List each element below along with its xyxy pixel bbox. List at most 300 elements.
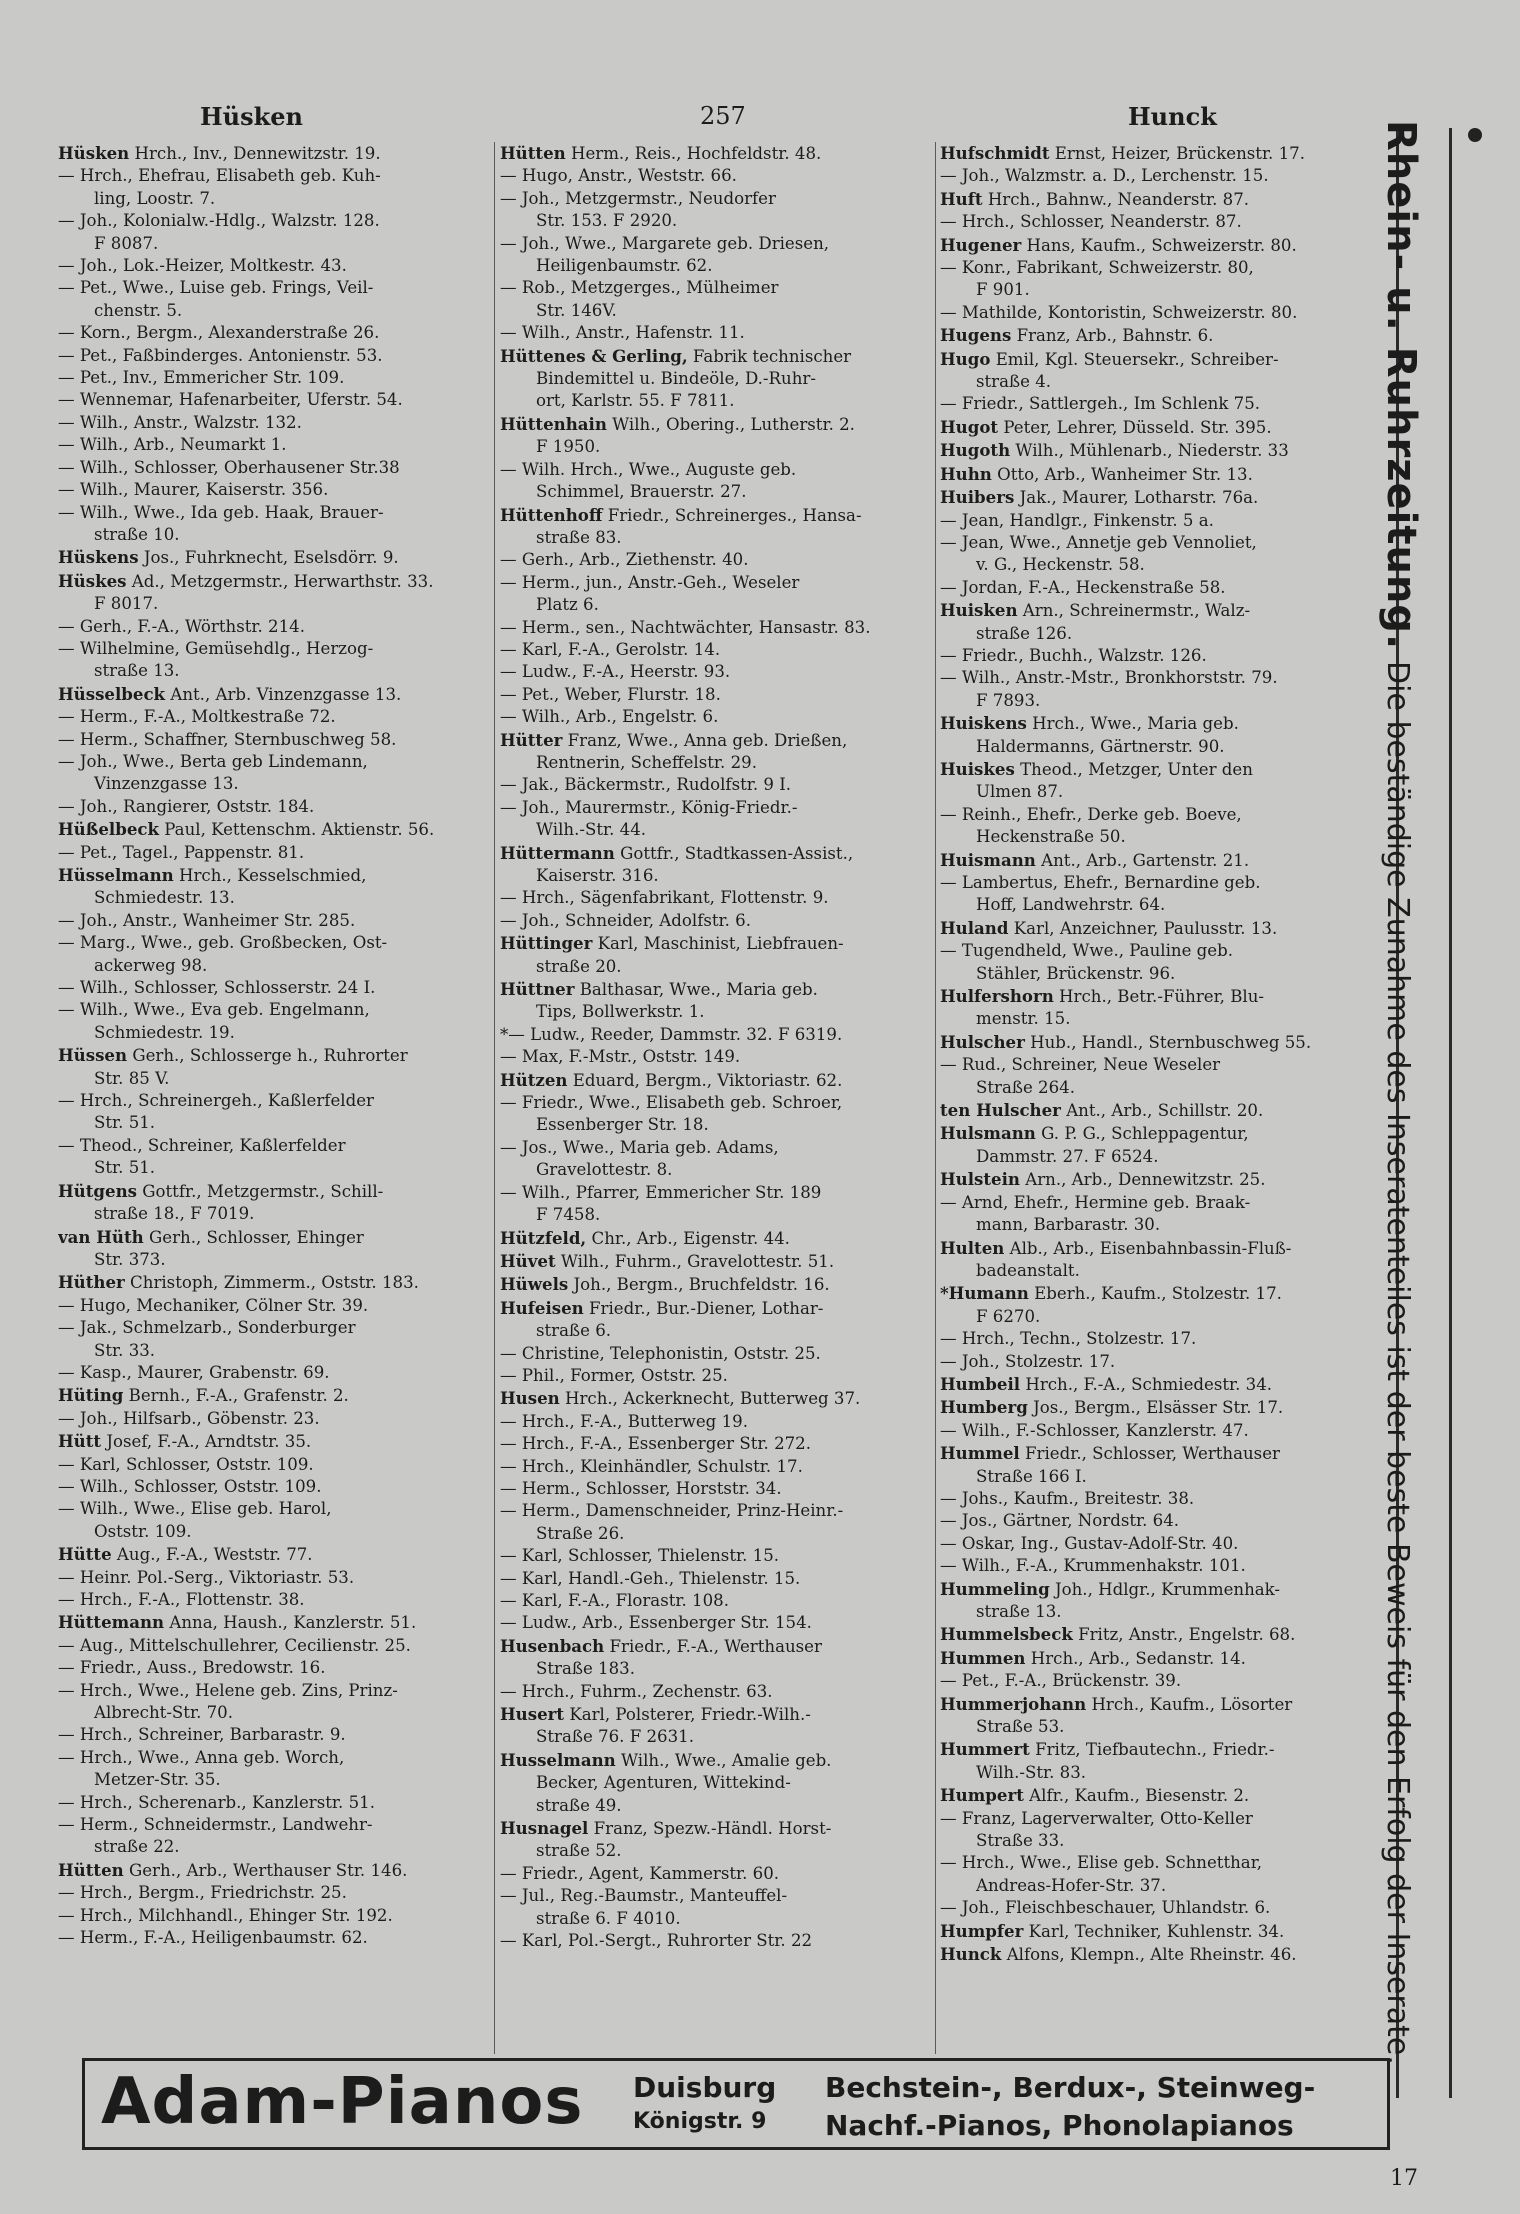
directory-line <box>500 368 932 390</box>
entry-text: — Johs., Kaufm., Breitestr. 38. <box>940 1488 1195 1508</box>
entry-text: — Hrch., Kleinhändler, Schulstr. 17. <box>500 1456 803 1476</box>
directory-line <box>58 142 486 165</box>
directory-line <box>940 1670 1386 1692</box>
directory-line <box>940 234 1386 257</box>
directory-line <box>500 1545 932 1567</box>
entry-text: straße 126. <box>976 623 1073 643</box>
directory-line <box>500 233 932 255</box>
entry-text: Straße 26. <box>536 1523 625 1543</box>
directory-line <box>58 1226 486 1249</box>
directory-line <box>940 736 1386 758</box>
entry-text: Friedr., Bur.-Diener, Lothar- <box>583 1298 824 1318</box>
directory-line <box>500 481 932 503</box>
directory-line <box>58 1859 486 1882</box>
entry-text: Hrch., F.-A., Schmiedestr. 34. <box>1020 1374 1273 1394</box>
directory-line <box>58 1384 486 1407</box>
entry-text: — Friedr., Sattlergeh., Im Schlenk 75. <box>940 394 1261 414</box>
entry-text: — Pet., Faßbinderges. Antonienstr. 53. <box>58 345 383 365</box>
entry-text: straße 52. <box>536 1841 622 1861</box>
entry-text: Ad., Metzgermstr., Herwarthstr. 33. <box>126 571 434 591</box>
entry-surname: Hüttemann <box>58 1612 165 1633</box>
entry-text: Alfr., Kaufm., Biesenstr. 2. <box>1023 1786 1250 1806</box>
directory-line <box>500 142 932 165</box>
entry-text: Kaiserstr. 316. <box>536 866 659 885</box>
entry-text: — Joh., Walzmstr. a. D., Lerchenstr. 15. <box>940 166 1269 186</box>
entry-text: Albrecht-Str. 70. <box>94 1703 234 1723</box>
entry-text: Str. 51. <box>94 1113 156 1133</box>
directory-line <box>940 1214 1386 1236</box>
directory-line <box>58 188 486 210</box>
directory-line <box>500 504 932 527</box>
ink-dot <box>1468 128 1482 142</box>
directory-line <box>500 1024 932 1046</box>
directory-line <box>58 1249 486 1271</box>
entry-text: — Gerh., F.-A., Wörthstr. 214. <box>58 616 306 636</box>
entry-text: Gottfr., Stadtkassen-Assist., <box>614 843 854 863</box>
directory-line <box>58 546 486 569</box>
entry-text: — Hrch., Scherenarb., Kanzlerstr. 51. <box>58 1792 375 1812</box>
directory-line <box>58 1905 486 1927</box>
directory-line <box>500 1411 932 1433</box>
directory-line <box>500 1681 932 1703</box>
entry-text: Bernh., F.-A., Grafenstr. 2. <box>123 1386 349 1406</box>
directory-line <box>940 1533 1386 1555</box>
entry-text: — Wilh., Maurer, Kaiserstr. 356. <box>58 480 329 500</box>
entry-text: — Theod., Schreiner, Kaßlerfelder <box>58 1135 346 1155</box>
entry-text: Schmiedestr. 13. <box>94 888 235 908</box>
directory-line <box>58 1792 486 1814</box>
entry-text: Hrch., Kaufm., Lösorter <box>1086 1694 1293 1714</box>
entry-text: — Herm., sen., Nachtwächter, Hansastr. 83. <box>500 617 871 637</box>
entry-text: ort, Karlstr. 55. F 7811. <box>536 391 735 411</box>
entry-surname: Hummelsbeck <box>940 1624 1073 1645</box>
entry-text: Vinzenzgasse 13. <box>94 774 239 794</box>
directory-line <box>58 660 486 682</box>
entry-text: — Rob., Metzgerges., Mülheimer <box>500 278 779 298</box>
directory-line <box>940 463 1386 486</box>
directory-line <box>940 1054 1386 1076</box>
entry-text: — Heinr. Pol.-Serg., Viktoriastr. 53. <box>58 1567 355 1587</box>
directory-line <box>940 510 1386 532</box>
directory-line <box>940 1808 1386 1830</box>
directory-line <box>940 1488 1386 1510</box>
directory-line <box>500 684 932 706</box>
directory-line <box>500 1500 932 1522</box>
entry-text: — Joh., Rangierer, Oststr. 184. <box>58 796 315 816</box>
directory-line <box>58 932 486 954</box>
entry-text: Hrch., Inv., Dennewitzstr. 19. <box>129 144 381 163</box>
entry-text: Wilh., Fuhrm., Gravelottestr. 51. <box>555 1251 835 1271</box>
directory-line <box>500 1590 932 1612</box>
entry-text: Rentnerin, Scheffelstr. 29. <box>536 752 757 772</box>
entry-text: — Max, F.-Mstr., Oststr. 149. <box>500 1047 741 1067</box>
directory-line <box>940 1420 1386 1442</box>
directory-line <box>58 1747 486 1769</box>
directory-line <box>940 1943 1386 1966</box>
entry-text: Wilh.-Str. 44. <box>536 820 647 840</box>
directory-line <box>500 1182 932 1204</box>
directory-line <box>500 165 932 187</box>
entry-text: Christoph, Zimmerm., Oststr. 183. <box>124 1273 419 1293</box>
entry-surname: Hüssen <box>58 1045 128 1066</box>
directory-line <box>58 910 486 932</box>
entry-text: Andreas-Hofer-Str. 37. <box>976 1875 1167 1895</box>
directory-line <box>500 436 932 458</box>
entry-surname: Husen <box>500 1388 560 1409</box>
directory-line <box>500 1204 932 1226</box>
entry-text: Chr., Arb., Eigenstr. 44. <box>586 1228 790 1248</box>
entry-text: — Hrch., Sägenfabrikant, Flottenstr. 9. <box>500 888 829 908</box>
directory-line <box>58 977 486 999</box>
entry-text: — Franz, Lagerverwalter, Otto-Keller <box>940 1808 1253 1828</box>
entry-text: Ant., Arb., Gartenstr. 21. <box>1035 850 1250 870</box>
entry-text: — Jean, Handlgr., Finkenstr. 5 a. <box>940 510 1214 530</box>
entry-text: — Jos., Gärtner, Nordstr. 64. <box>940 1511 1180 1531</box>
directory-line <box>500 390 932 412</box>
entry-text: Hub., Handl., Sternbuschweg 55. <box>1024 1032 1312 1052</box>
directory-line <box>940 302 1386 324</box>
entry-text: Straße 76. F 2631. <box>536 1727 694 1747</box>
directory-line <box>500 1635 932 1658</box>
entry-surname: Huhn <box>940 463 992 484</box>
directory-line <box>500 1343 932 1365</box>
directory-line <box>500 1817 932 1840</box>
entry-text: — Wilh. Hrch., Wwe., Auguste geb. <box>500 459 797 479</box>
entry-text: Straße 183. <box>536 1659 635 1679</box>
directory-line <box>940 1875 1386 1897</box>
directory-line <box>58 1769 486 1791</box>
entry-text: — Friedr., Auss., Bredowstr. 16. <box>58 1658 326 1678</box>
directory-line <box>58 345 486 367</box>
directory-line <box>58 1476 486 1498</box>
directory-line <box>58 1271 486 1294</box>
directory-line <box>500 459 932 481</box>
directory-line <box>500 932 932 955</box>
directory-line <box>58 389 486 411</box>
entry-text: Haldermanns, Gärtnerstr. 90. <box>976 736 1225 756</box>
entry-text: — Hrch., Milchhandl., Ehinger Str. 192. <box>58 1905 393 1925</box>
entry-text: Jos., Fuhrknecht, Eselsdörr. 9. <box>138 548 399 568</box>
directory-line <box>940 894 1386 916</box>
entry-text: *— Ludw., Reeder, Dammstr. 32. F 6319. <box>500 1024 843 1044</box>
entry-text: straße 4. <box>976 372 1052 392</box>
directory-line <box>940 1830 1386 1852</box>
entry-text: — Kasp., Maurer, Grabenstr. 69. <box>58 1362 330 1382</box>
entry-text: — Phil., Former, Oststr. 25. <box>500 1365 728 1385</box>
directory-line <box>58 1702 486 1724</box>
directory-line <box>58 502 486 524</box>
entry-text: — Pet., F.-A., Brückenstr. 39. <box>940 1671 1182 1691</box>
entry-text: — Joh., Anstr., Wanheimer Str. 285. <box>58 910 356 930</box>
entry-text: Bindemittel u. Bindeöle, D.-Ruhr- <box>536 369 816 389</box>
directory-line <box>500 1365 932 1387</box>
entry-text: Schmiedestr. 19. <box>94 1022 235 1042</box>
ad-line-1: Bechstein-, Berdux-, Steinweg- <box>825 2071 1316 2104</box>
directory-line <box>58 1882 486 1904</box>
entry-text: — Hrch., F.-A., Flottenstr. 38. <box>58 1590 305 1609</box>
directory-line <box>940 1920 1386 1943</box>
entry-text: — Joh., Lok.-Heizer, Moltkestr. 43. <box>58 256 347 276</box>
entry-text: Str. 33. <box>94 1340 156 1360</box>
entry-text: Straße 33. <box>976 1831 1065 1851</box>
entry-text: Str. 373. <box>94 1249 166 1269</box>
entry-text: Tips, Bollwerkstr. 1. <box>536 1002 705 1022</box>
directory-line <box>58 1408 486 1430</box>
directory-line <box>58 1340 486 1362</box>
entry-text: Karl, Anzeichner, Paulusstr. 13. <box>1008 918 1278 938</box>
entry-text: — Karl, Schlosser, Thielenstr. 15. <box>500 1546 780 1566</box>
entry-text: Str. 51. <box>94 1158 156 1178</box>
directory-line <box>940 188 1386 211</box>
directory-line <box>940 917 1386 940</box>
directory-line <box>58 165 486 187</box>
entry-text: Ant., Arb., Schillstr. 20. <box>1060 1101 1264 1121</box>
entry-text: F 7458. <box>536 1205 601 1225</box>
directory-line <box>940 416 1386 439</box>
entry-text: straße 10. <box>94 524 180 544</box>
directory-line <box>500 255 932 277</box>
entry-text: Arn., Arb., Dennewitzstr. 25. <box>1019 1170 1266 1190</box>
directory-line <box>500 594 932 616</box>
directory-line <box>500 617 932 639</box>
directory-line <box>500 1478 932 1500</box>
entry-surname: Huland <box>940 917 1009 938</box>
directory-line <box>500 527 932 549</box>
directory-line <box>58 1044 486 1067</box>
directory-line <box>58 322 486 344</box>
side-ad-newspaper: Rhein- u. Ruhrzeitung. <box>1378 120 1424 651</box>
directory-line <box>500 1749 932 1772</box>
entry-surname: Hugener <box>940 234 1022 255</box>
ad-brand: Adam-Pianos <box>101 2065 584 2139</box>
entry-text: Str. 146V. <box>536 300 617 320</box>
entry-surname: Hüsselmann <box>58 865 174 885</box>
directory-line <box>58 683 486 706</box>
entry-text: Gottfr., Metzgermstr., Schill- <box>136 1181 384 1201</box>
entry-text: Gerh., Schlosserge h., Ruhrorter <box>127 1046 408 1066</box>
entry-surname: Hütte <box>58 1544 112 1565</box>
directory-line <box>940 1466 1386 1488</box>
directory-line <box>58 570 486 593</box>
entry-surname: *Humann <box>940 1283 1029 1304</box>
entry-surname: Hütten <box>500 143 566 163</box>
entry-text: — Joh., Stolzestr. 17. <box>940 1351 1116 1371</box>
entry-text: — Herm., Schlosser, Horststr. 34. <box>500 1478 782 1498</box>
entry-text: — Pet., Wwe., Luise geb. Frings, Veil- <box>58 278 374 298</box>
entry-surname: Hulstein <box>940 1169 1020 1190</box>
directory-line <box>940 279 1386 301</box>
directory-line <box>58 1090 486 1112</box>
directory-line <box>58 524 486 546</box>
entry-surname: Hüttner <box>500 979 575 1000</box>
entry-text: — Hrch., Schlosser, Neanderstr. 87. <box>940 212 1242 232</box>
entry-surname: Humbeil <box>940 1373 1021 1394</box>
entry-text: — Aug., Mittelschullehrer, Cecilienstr. 25. <box>58 1635 411 1655</box>
entry-text: Aug., F.-A., Weststr. 77. <box>111 1545 313 1565</box>
ad-line-2: Nachf.-Pianos, Phonolapianos <box>825 2109 1294 2142</box>
directory-line <box>500 322 932 344</box>
entry-surname: Hütgens <box>58 1180 137 1201</box>
entry-text: Stähler, Brückenstr. 96. <box>976 963 1176 983</box>
entry-surname: Husert <box>500 1704 565 1725</box>
directory-line <box>940 1031 1386 1054</box>
entry-text: — Karl, Handl.-Geh., Thielenstr. 15. <box>500 1568 801 1588</box>
entry-text: Theod., Metzger, Unter den <box>1014 759 1253 779</box>
directory-line <box>940 781 1386 803</box>
entry-text: Hoff, Landwehrstr. 64. <box>976 895 1166 915</box>
directory-line <box>58 1589 486 1611</box>
directory-line <box>500 277 932 299</box>
directory-line <box>500 910 932 932</box>
entry-surname: Husselmann <box>500 1749 616 1770</box>
entry-text: — Wilh., Schlosser, Schlosserstr. 24 I. <box>58 978 376 998</box>
entry-surname: Husenbach <box>500 1635 605 1656</box>
entry-text: — Joh., Hilfsarb., Göbenstr. 23. <box>58 1408 320 1428</box>
entry-text: Friedr., F.-A., Werthauser <box>604 1636 822 1656</box>
entry-text: Jak., Maurer, Lotharstr. 76a. <box>1014 488 1259 508</box>
entry-text: Str. 153. F 2920. <box>536 211 678 231</box>
entry-surname: Huiskens <box>940 713 1027 734</box>
directory-line <box>940 1601 1386 1623</box>
directory-line <box>58 434 486 456</box>
directory-line <box>58 638 486 660</box>
entry-text: Oststr. 109. <box>94 1521 192 1541</box>
entry-text: Ant., Arb. Vinzenzgasse 13. <box>165 684 402 704</box>
entry-text: — Wilh., Wwe., Ida geb. Haak, Brauer- <box>58 502 384 522</box>
entry-text: — Jak., Bäckermstr., Rudolfstr. 9 I. <box>500 775 792 795</box>
directory-line <box>58 999 486 1021</box>
piano-advertisement <box>82 2058 1390 2150</box>
entry-text: Arn., Schreinermstr., Walz- <box>1017 601 1251 621</box>
entry-surname: Hüting <box>58 1385 124 1406</box>
entry-surname: Hulscher <box>940 1031 1025 1052</box>
directory-line <box>500 1456 932 1478</box>
directory-line <box>940 393 1386 415</box>
directory-line <box>58 1203 486 1225</box>
directory-line <box>940 1897 1386 1919</box>
entry-surname: Hüttenes & Gerling, <box>500 345 688 366</box>
entry-text: — Herm., jun., Anstr.-Geh., Weseler <box>500 572 800 592</box>
entry-surname: Hütter <box>500 729 563 750</box>
entry-text: Balthasar, Wwe., Maria geb. <box>574 980 818 1000</box>
entry-text: — Tugendheld, Wwe., Pauline geb. <box>940 941 1233 961</box>
entry-text: — Konr., Fabrikant, Schweizerstr. 80, <box>940 258 1254 278</box>
entry-text: straße 22. <box>94 1837 180 1857</box>
entry-text: — Joh., Wwe., Berta geb Lindemann, <box>58 751 368 771</box>
entry-text: — Gerh., Arb., Ziethenstr. 40. <box>500 550 749 570</box>
entry-text: Ulmen 87. <box>976 782 1064 802</box>
directory-line <box>500 413 932 436</box>
directory-line <box>940 1647 1386 1670</box>
column-rule <box>494 142 495 2054</box>
directory-line <box>940 1623 1386 1646</box>
directory-line <box>58 210 486 232</box>
entry-text: — Hrch., F.-A., Essenberger Str. 272. <box>500 1434 812 1454</box>
entry-text: — Wilh., Arb., Neumarkt 1. <box>58 435 287 455</box>
entry-text: Hans, Kaufm., Schweizerstr. 80. <box>1021 235 1297 255</box>
entry-surname: Huft <box>940 188 983 209</box>
directory-line <box>58 1657 486 1679</box>
printer-signature: 17 <box>1390 2166 1418 2191</box>
directory-line <box>940 1099 1386 1122</box>
entry-surname: Hulfershorn <box>940 986 1054 1007</box>
entry-text: Schimmel, Brauerstr. 27. <box>536 482 747 502</box>
directory-line <box>58 864 486 887</box>
entry-text: — Lambertus, Ehefr., Bernardine geb. <box>940 873 1261 892</box>
entry-text: straße 18., F 7019. <box>94 1204 255 1224</box>
entry-text: — Hrch., Fuhrm., Zechenstr. 63. <box>500 1681 773 1701</box>
entry-surname: Hummerjohann <box>940 1693 1087 1714</box>
entry-text: F 7893. <box>976 690 1041 710</box>
directory-line <box>940 690 1386 712</box>
directory-line <box>500 1568 932 1590</box>
directory-line <box>500 1772 932 1794</box>
entry-text: Paul, Kettenschm. Aktienstr. 56. <box>158 820 435 840</box>
directory-line <box>940 211 1386 233</box>
directory-line <box>58 412 486 434</box>
entry-text: Joh., Hdlgr., Krummenhak- <box>1049 1579 1281 1599</box>
directory-line <box>58 1295 486 1317</box>
entry-text: — Wilh., Anstr., Hafenstr. 11. <box>500 323 745 343</box>
entry-text: Peter, Lehrer, Düsseld. Str. 395. <box>998 417 1272 437</box>
directory-line <box>940 1192 1386 1214</box>
entry-text: — Jos., Wwe., Maria geb. Adams, <box>500 1137 779 1157</box>
entry-surname: Husnagel <box>500 1818 589 1839</box>
entry-text: Straße 264. <box>976 1077 1075 1097</box>
directory-line <box>500 1612 932 1634</box>
directory-line <box>500 1092 932 1114</box>
entry-text: Becker, Agenturen, Wittekind- <box>536 1773 791 1793</box>
directory-line <box>500 1320 932 1342</box>
entry-surname: Hütten <box>58 1859 124 1880</box>
directory-line <box>940 712 1386 735</box>
entry-text: Eberh., Kaufm., Stolzestr. 17. <box>1028 1284 1282 1304</box>
entry-text: F 901. <box>976 280 1030 300</box>
entry-text: Straße 53. <box>976 1717 1065 1737</box>
directory-line <box>500 1703 932 1726</box>
entry-text: ling, Loostr. 7. <box>94 188 216 208</box>
entry-text: Str. 85 V. <box>94 1068 170 1088</box>
entry-surname: Hützfeld, <box>500 1227 587 1248</box>
directory-line <box>940 1396 1386 1419</box>
entry-text: — Ludw., F.-A., Heerstr. 93. <box>500 662 731 682</box>
entry-text: Dammstr. 27. F 6524. <box>976 1146 1159 1166</box>
directory-line <box>58 1112 486 1134</box>
directory-line <box>500 774 932 796</box>
entry-text: — Wilh., F.-Schlosser, Kanzlerstr. 47. <box>940 1420 1249 1440</box>
side-ad-text <box>1378 120 1424 2100</box>
directory-line <box>500 887 932 909</box>
entry-text: — Hrch., Wwe., Elise geb. Schnetthar, <box>940 1853 1263 1873</box>
entry-text: — Hrch., Wwe., Anna geb. Worch, <box>58 1747 345 1767</box>
entry-text: — Korn., Bergm., Alexanderstraße 26. <box>58 323 380 343</box>
directory-line <box>58 706 486 728</box>
directory-line <box>58 1927 486 1949</box>
entry-text: — Jordan, F.-A., Heckenstraße 58. <box>940 577 1226 597</box>
directory-line <box>500 1726 932 1748</box>
entry-text: — Christine, Telephonistin, Oststr. 25. <box>500 1343 821 1363</box>
running-head-left: Hüsken <box>200 102 303 131</box>
entry-surname: Hugo <box>940 348 991 369</box>
entry-text: — Herm., F.-A., Heiligenbaumstr. 62. <box>58 1928 368 1948</box>
entry-text: Heiligenbaumstr. 62. <box>536 256 713 276</box>
directory-line <box>500 1930 932 1952</box>
entry-surname: Huismann <box>940 849 1036 870</box>
directory-line <box>58 1814 486 1836</box>
directory-line <box>58 1157 486 1179</box>
directory-line <box>58 1180 486 1203</box>
directory-line <box>940 1373 1386 1396</box>
